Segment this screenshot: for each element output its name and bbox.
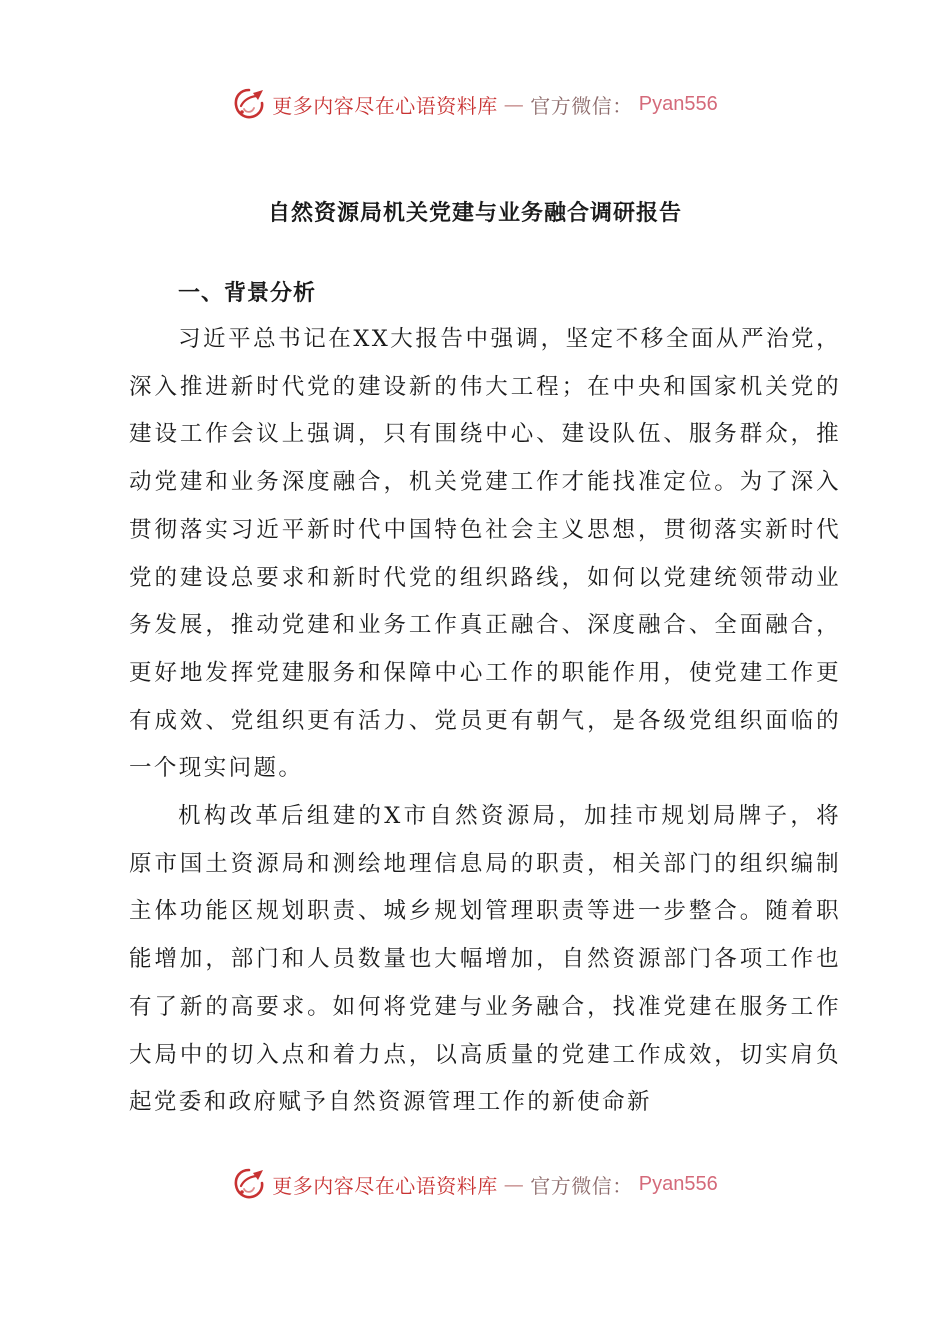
pen-swirl-logo-icon: [232, 87, 266, 121]
footer-watermark-banner: [0, 1164, 950, 1204]
banner-main-text: 更多内容尽在心语资料库: [272, 1173, 498, 1198]
document-title: 自然资源局机关党建与业务融合调研报告: [267, 201, 682, 226]
banner-dash: —: [503, 92, 525, 116]
banner-dash: —: [503, 1172, 525, 1196]
banner-wechat-id: Pyan556: [638, 92, 718, 115]
banner-wechat-id: Pyan556: [638, 1172, 718, 1195]
section-heading: 一、背景分析: [178, 281, 317, 306]
paragraph-1: 习近平总书记在XX大报告中强调，坚定不移全面从严治党，深入推进新时代党的建设新的伟大工程；在中央和国家机关党的建设工作会议上强调，只有围绕中心、建设队伍、服务群众，推动党建和业务深度融合，机关党建工作才能找准定位。为了深入贯彻落实习近平新时代中国特色社会主义思想，贯彻落实新时代党的建设总要求和新时代党的组织路线，如何以党建统领带动业务发展，推动党建和业务工作真正融合、深度融合、全面融合，更好地发挥党建服务和保障中心工作的职能作用，使党建工作更有成效、党组织更有活力、党员更有朝气，是各级党组织面临的一个现实问题。: [129, 326, 841, 782]
document-body: [129, 316, 841, 1127]
header-watermark-banner: [0, 84, 950, 124]
banner-main-text: 更多内容尽在心语资料库: [272, 93, 498, 118]
banner-wechat-label: 官方微信：: [530, 93, 633, 118]
pen-swirl-logo-icon: [232, 1167, 266, 1201]
banner-wechat-label: 官方微信：: [530, 1173, 633, 1198]
paragraph-2: 机构改革后组建的X市自然资源局，加挂市规划局牌子，将原市国土资源局和测绘地理信息局的职责，相关部门的组织编制主体功能区规划职责、城乡规划管理职责等进一步整合。随着职能增加，部门和人员数量也大幅增加，自然资源部门各项工作也有了新的高要求。如何将党建与业务融合，找准党建在服务工作大局中的切入点和着力点，以高质量的党建工作成效，切实肩负起党委和政府赋予自然资源管理工作的新使命新: [129, 803, 841, 1116]
